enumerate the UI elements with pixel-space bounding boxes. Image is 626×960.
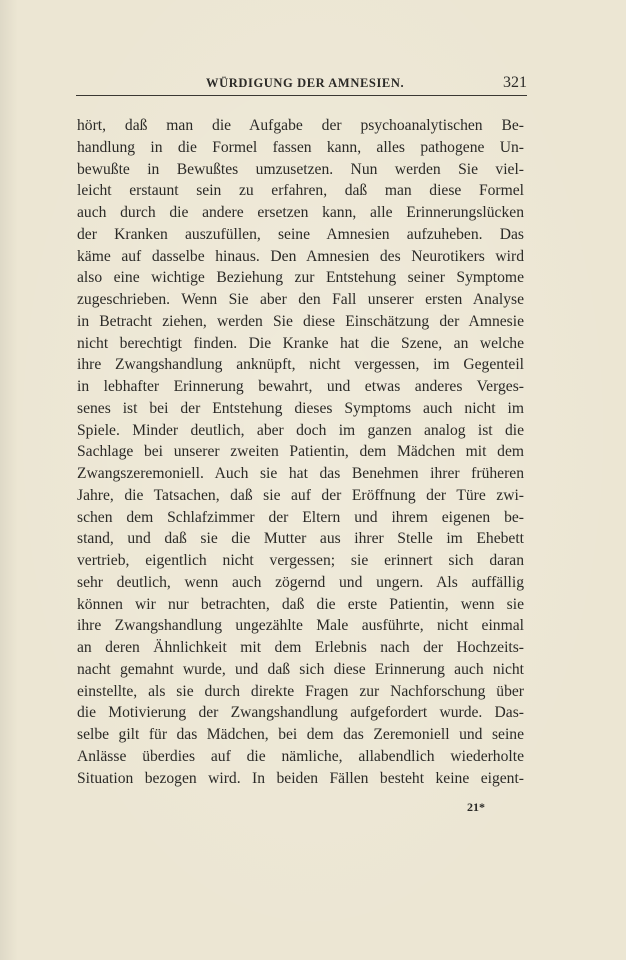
text-line: in Betracht ziehen, werden Sie diese Einschätzung der Amnesie <box>77 312 524 330</box>
text-line: zugeschrieben. Wenn Sie aber den Fall unserer ersten Analyse <box>77 291 524 308</box>
text-line: bewußte in Bewußtes umzusetzen. Nun werden Sie viel- <box>77 160 524 178</box>
text-line: Anlässe überdies auf die nämliche, allabendlich wiederholte <box>77 747 524 765</box>
text-line: senes ist bei der Entstehung dieses Symptoms auch nicht im <box>77 399 524 417</box>
text-line: hört, daß man die Aufgabe der psychoanalytischen Be- <box>77 117 524 134</box>
text-line: sehr deutlich, wenn auch zögernd und ungern. Als auffällig <box>77 573 524 591</box>
text-line: der Kranken auszufüllen, seine Amnesien aufzuheben. Das <box>77 225 524 243</box>
text-line: Spiele. Minder deutlich, aber doch im ganzen analog ist die <box>77 421 524 439</box>
text-line: leicht erstaunt sein zu erfahren, daß man diese Formel <box>77 182 524 200</box>
text-line: auch durch die andere ersetzen kann, alle Erinnerungslücken <box>77 204 524 221</box>
text-line: in lebhafter Erinnerung bewahrt, und etwas anderes Verges- <box>77 378 524 395</box>
printer-signature-mark: 21* <box>467 800 485 814</box>
running-head: WÜRDIGUNG DER AMNESIEN. <box>206 76 405 90</box>
body-text <box>77 115 524 789</box>
text-line: also eine wichtige Beziehung zur Entstehung seiner Symptome <box>77 269 524 287</box>
text-line: schen dem Schlafzimmer der Eltern und ihrem eigenen be- <box>77 508 524 526</box>
text-line: stand, und daß sie die Mutter aus ihrer Stelle im Ehebett <box>77 530 524 548</box>
text-line: Situation bezogen wird. In beiden Fällen besteht keine eigent- <box>77 769 524 787</box>
text-line: ihre Zwangshandlung anknüpft, nicht vergessen, im Gegenteil <box>77 356 524 374</box>
text-line: Sachlage bei unserer zweiten Patientin, dem Mädchen mit dem <box>77 443 524 461</box>
text-line: handlung in die Formel fassen kann, alles pathogene Un- <box>77 138 524 156</box>
page-number: 321 <box>503 74 527 91</box>
text-line: selbe gilt für das Mädchen, bei dem das Zeremoniell und seine <box>77 726 524 743</box>
text-line: vertrieb, eigentlich nicht vergessen; sie erinnert sich daran <box>77 552 524 569</box>
text-line: die Motivierung der Zwangshandlung aufgefordert wurde. Das- <box>77 704 524 722</box>
text-line: Jahre, die Tatsachen, daß sie auf der Eröffnung der Türe zwi- <box>77 486 524 504</box>
header-rule <box>76 95 527 96</box>
text-line: ihre Zwangshandlung ungezählte Male ausführte, nicht einmal <box>77 617 524 635</box>
text-line: an deren Ähnlichkeit mit dem Erlebnis nach der Hochzeits- <box>77 639 524 656</box>
text-line: können wir nur betrachten, daß die erste Patientin, wenn sie <box>77 595 524 613</box>
text-line: Zwangszeremoniell. Auch sie hat das Benehmen ihrer früheren <box>77 465 524 482</box>
text-line: käme auf dasselbe hinaus. Den Amnesien des Neurotikers wird <box>77 247 524 265</box>
text-line: nicht berechtigt finden. Die Kranke hat die Szene, an welche <box>77 334 524 352</box>
text-line: einstellte, als sie durch direkte Fragen zur Nachforschung über <box>77 682 524 700</box>
text-line: nacht gemahnt wurde, und daß sich diese Erinnerung auch nicht <box>77 660 524 678</box>
